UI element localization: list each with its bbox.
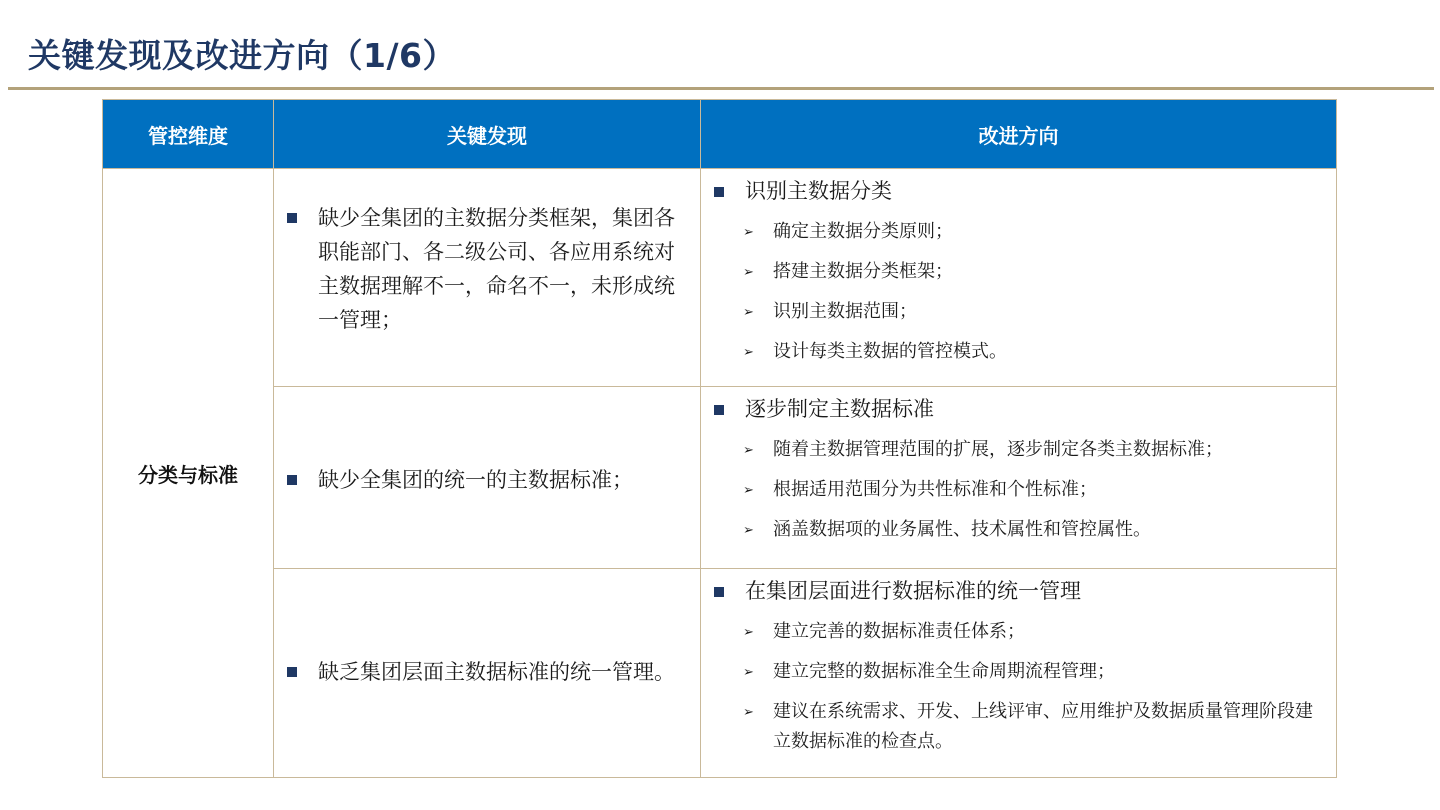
square-bullet-icon [713,393,745,426]
improvement-item: 设计每类主数据的管控模式。 [773,341,1007,362]
arrowhead-bullet-icon: ➢ [743,225,754,240]
improvement-item: 涵盖数据项的业务属性、技术属性和管控属性。 [773,519,1151,540]
table-row [103,387,1337,569]
improvement-title: 逐步制定主数据标准 [745,397,934,421]
improvement-item: 根据适用范围分为共性标准和个性标准； [773,479,1097,500]
title-divider [8,87,1434,90]
arrowhead-bullet-icon: ➢ [743,483,754,498]
improvement-cell [701,569,1337,778]
improvement-title: 在集团层面进行数据标准的统一管理 [745,579,1081,603]
improvement-item: 建立完善的数据标准责任体系； [773,621,1025,642]
arrowhead-bullet-icon: ➢ [743,305,754,320]
header-improvements: 改进方向 [701,100,1337,169]
header-findings: 关键发现 [274,100,701,169]
improvement-item: 识别主数据范围； [773,301,917,322]
improvement-cell [701,169,1337,387]
square-bullet-icon [713,175,745,208]
arrowhead-bullet-icon: ➢ [743,665,754,680]
square-bullet-icon [713,575,745,608]
arrowhead-bullet-icon: ➢ [743,265,754,280]
square-bullet-icon [286,655,318,689]
arrowhead-bullet-icon: ➢ [743,523,754,538]
improvement-item: 确定主数据分类原则； [773,221,953,242]
arrowhead-bullet-icon: ➢ [743,625,754,640]
arrowhead-bullet-icon: ➢ [743,345,754,360]
finding-cell [274,569,701,778]
finding-cell [274,169,701,387]
improvement-item: 建立完整的数据标准全生命周期流程管理； [773,661,1115,682]
table-row [103,169,1337,387]
improvement-title: 识别主数据分类 [745,179,892,203]
improvement-item: 搭建主数据分类框架； [773,261,953,282]
arrowhead-bullet-icon: ➢ [743,443,754,458]
finding-text: 缺少全集团的统一的主数据标准； [318,467,633,492]
header-dimension: 管控维度 [103,100,274,169]
square-bullet-icon [286,201,318,235]
finding-text: 缺乏集团层面主数据标准的统一管理。 [318,660,675,684]
findings-table [102,99,1337,778]
page-title: 关键发现及改进方向（1/6） [28,36,456,75]
improvement-item: 建议在系统需求、开发、上线评审、应用维护及数据质量管理阶段建立数据标准的检查点。 [773,701,1313,752]
dimension-cell: 分类与标准 [103,169,274,778]
finding-text: 缺少全集团的主数据分类框架，集团各职能部门、各二级公司、各应用系统对主数据理解不一，命名不一，未形成统一管理； [318,205,675,332]
improvement-item: 随着主数据管理范围的扩展，逐步制定各类主数据标准； [773,439,1223,460]
improvement-cell [701,387,1337,569]
arrowhead-bullet-icon: ➢ [743,705,754,720]
table-row [103,569,1337,778]
square-bullet-icon [286,463,318,497]
table-header-row [103,100,1337,169]
finding-cell [274,387,701,569]
